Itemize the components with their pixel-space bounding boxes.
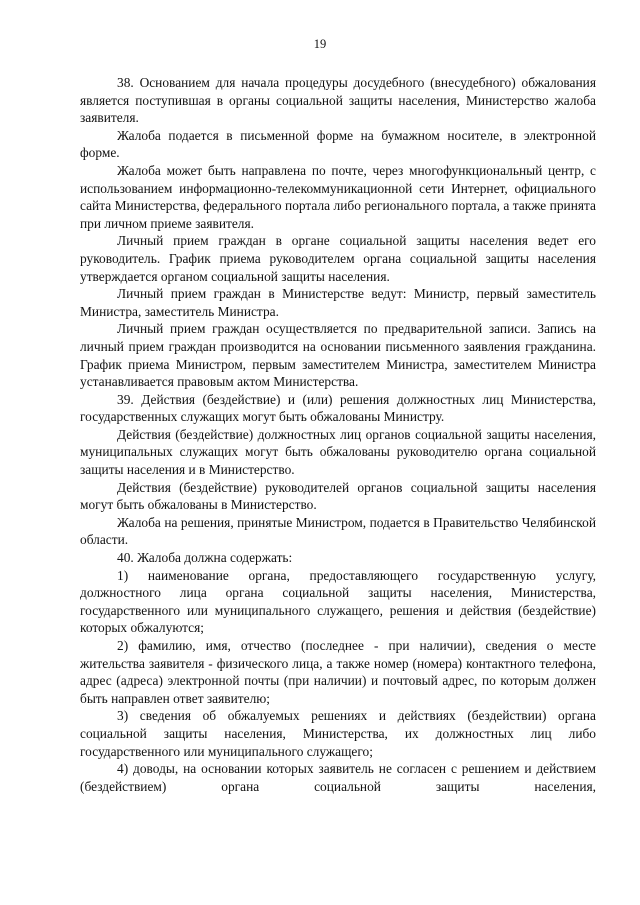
list-item: 2) фамилию, имя, отчество (последнее - при наличии), сведения о месте жительства заявителя - физического лица, а также номер (номера) контактного телефона, адрес (адреса) электронной почты (при наличии) и почтовый адрес, по которым должен быть направлен ответ заявителю; [80,638,596,706]
paragraph: Действия (бездействие) должностных лиц органов социальной защиты населения, муниципальных служащих могут быть обжалованы руководителю органа социальной защиты населения и в Министерство. [80,426,596,478]
list-item: 1) наименование органа, предоставляющего государственную услугу, должностного лица органа социальной защиты населения, Министерства, государственного или муниципального служащего, решения и действия (бездействие) которых обжалуются; [80,567,596,636]
list-item: 3) сведения об обжалуемых решениях и действиях (бездействии) органа социальной защиты населения, Министерства, их должностных лиц либо государственного или муниципального служащего; [80,708,596,759]
paragraph: Жалоба подается в письменной форме на бумажном носителе, в электронной форме. [80,127,596,161]
paragraph: Действия (бездействие) руководителей органов социальной защиты населения могут быть обжалованы в Министерство. [80,479,596,513]
paragraph: Жалоба на решения, принятые Министром, подается в Правительство Челябинской области. [80,514,596,548]
paragraph: Личный прием граждан осуществляется по предварительной записи. Запись на личный прием граждан производится на основании письменного заявления гражданина. График приема Министром, первым заместителем Министра, заместителем Министра устанавливается правовым актом Министерства. [80,321,596,390]
paragraph: Жалоба может быть направлена по почте, через многофункциональный центр, с использованием информационно-телекоммуникационной сети Интернет, официального сайта Министерства, федерального портала либо регионального портала, а также принята при личном приеме заявителя. [80,162,596,231]
paragraph-38: 38. Основанием для начала процедуры досудебного (внесудебного) обжалования является поступившая в органы социальной защиты населения, Министерство жалоба заявителя. [80,75,596,126]
paragraph: Личный прием граждан в органе социальной защиты населения ведет его руководитель. График приема руководителем органа социальной защиты населения утверждается органом социальной защиты населения. [80,233,596,284]
paragraph: Личный прием граждан в Министерстве ведут: Министр, первый заместитель Министра, заместитель Министра. [80,286,596,319]
paragraph-39: 39. Действия (бездействие) и (или) решения должностных лиц Министерства, государственных служащих могут быть обжалованы Министру. [80,391,596,425]
page-number: 19 [313,37,327,51]
document-body [80,74,596,795]
paragraph-40: 40. Жалоба должна содержать: [117,550,293,566]
list-item: 4) доводы, на основании которых заявитель не согласен с решением и действием (бездействием) органа социальной защиты населения, [80,761,596,794]
